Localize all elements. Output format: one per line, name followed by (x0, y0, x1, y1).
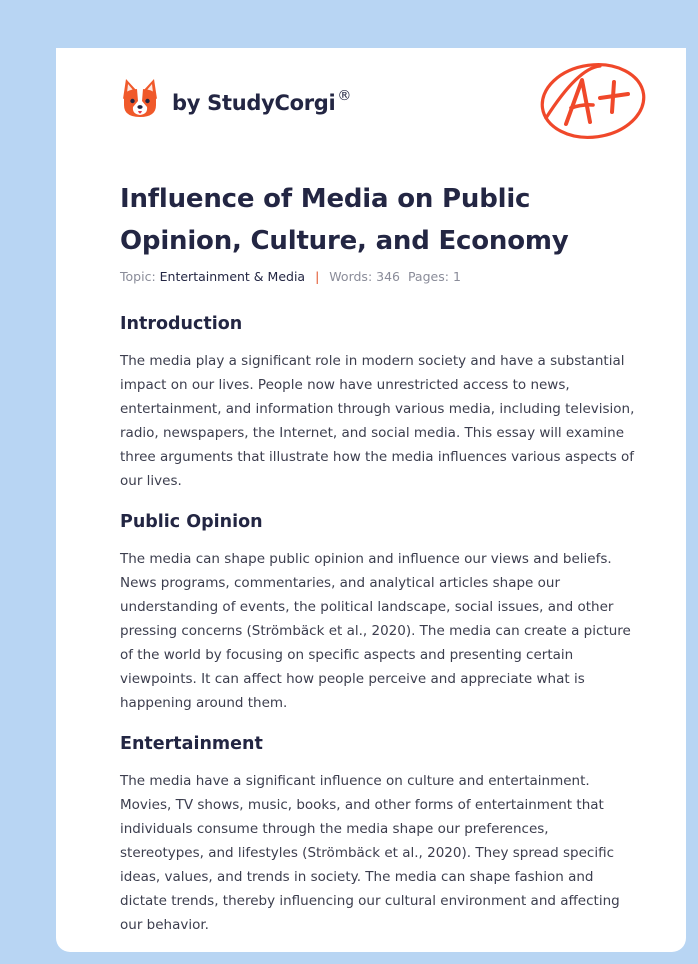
section-paragraph: The media have a significant influence on culture and entertainment. Movies, TV shows, music, books, and other forms of entertainment that individuals consume through the media shape our preferences, stereotypes, and lifestyles (Strömbäck et al., 2020). They spread specific ideas, values, and trends in society. The media can shape fashion and dictate trends, thereby influencing our cultural environment and affecting our behavior. (120, 773, 620, 933)
a-plus-grade-icon (538, 60, 648, 142)
section-entertainment (120, 732, 636, 937)
corgi-logo-icon (120, 77, 160, 121)
pages-count: 1 (452, 269, 461, 284)
pages-label: Pages: (407, 269, 449, 284)
grade-badge (538, 60, 648, 146)
document-title: Influence of Media on Public Opinion, Culture, and Economy (120, 184, 569, 256)
meta-separator: | (315, 269, 320, 284)
document-body (120, 312, 636, 954)
brand-logo[interactable] (120, 74, 351, 124)
registered-mark: ® (337, 88, 352, 104)
section-heading: Entertainment (120, 734, 263, 754)
document-meta (120, 269, 461, 284)
words-label: Words: (329, 269, 373, 284)
section-heading: Public Opinion (120, 512, 263, 532)
section-public-opinion (120, 510, 636, 715)
document-page (56, 48, 686, 952)
words-count: 346 (376, 269, 400, 284)
topic-link[interactable]: Entertainment & Media (159, 269, 306, 284)
section-paragraph: The media can shape public opinion and influence our views and beliefs. News programs, commentaries, and analytical articles shape our understanding of events, the political landscape, social issues, and other pressing concerns (Strömbäck et al., 2020). The media can create a picture of the world by focusing on specific aspects and presenting certain viewpoints. It can affect how people perceive and appreciate what is happening around them. (120, 551, 631, 711)
section-heading: Introduction (120, 314, 243, 334)
brand-name: by StudyCorgi ® (172, 88, 352, 115)
section-paragraph: The media play a significant role in modern society and have a substantial impact on our lives. People now have unrestricted access to news, entertainment, and information through various media, including television, radio, newspapers, the Internet, and social media. This essay will examine three arguments that illustrate how the media influences various aspects of our lives. (120, 353, 635, 489)
topic-label: Topic: (120, 269, 156, 284)
section-introduction (120, 312, 636, 493)
